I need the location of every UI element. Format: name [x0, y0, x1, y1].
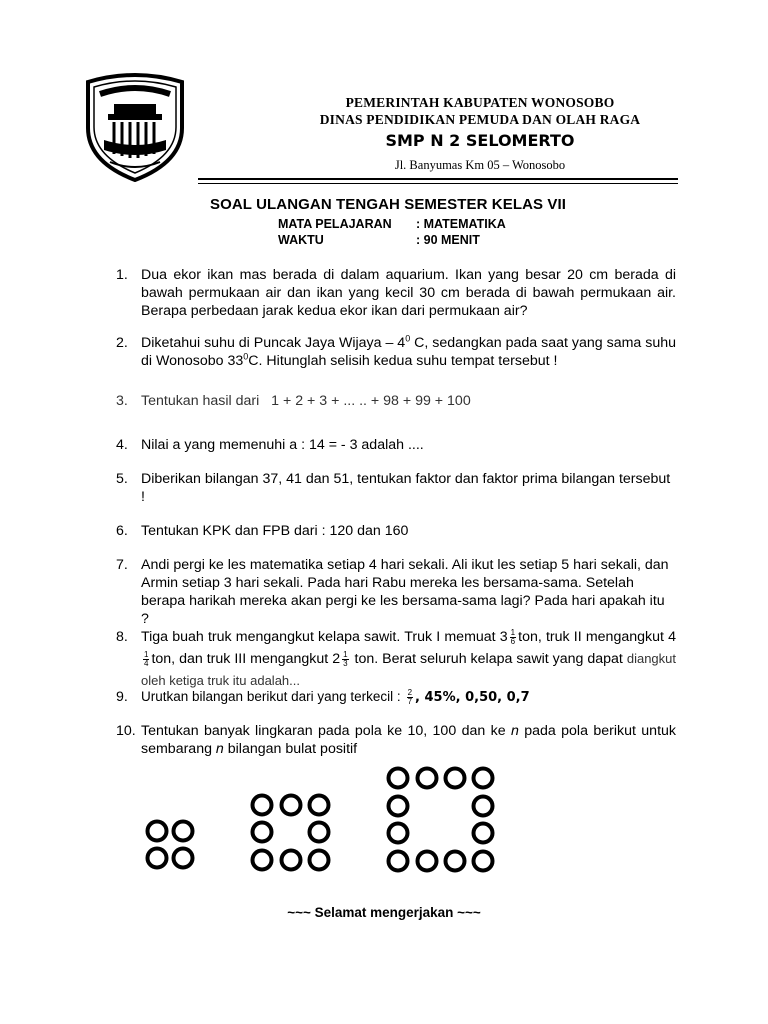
- fraction-two-sevenths: $\frac{2}{7}$: [407, 687, 413, 706]
- closing-message: ~~~ Selamat mengerjakan ~~~: [287, 905, 481, 920]
- question-number: 3.: [116, 393, 128, 409]
- subject-label: MATA PELAJARAN: [278, 217, 392, 231]
- number-list: , 45%, 0,50, 0,7: [415, 690, 530, 705]
- question-text: Urutkan bilangan berikut dari yang terkecil : $\frac{2}{7}$ , 45%, 0,50, 0,7: [141, 687, 530, 706]
- time-label: WAKTU: [278, 233, 324, 247]
- pattern-2: [253, 796, 329, 870]
- question-text: Diberikan bilangan 37, 41 dan 51, tentukan faktor dan faktor prima bilangan tersebut !: [141, 471, 671, 505]
- question-text: Diketahui suhu di Puncak Jaya Wijaya – $4^0$ C, sedangkan pada saat yang sama suhu di Wonosobo $33^0C$. Hitunglah selisih kedua suhu tempat tersebut !: [141, 333, 677, 369]
- series-expression: 1 + 2 + 3 + ... .. + 98 + 99 + 100: [271, 393, 471, 409]
- pattern-1: [148, 822, 193, 868]
- question-text: Tentukan KPK dan FPB dari : 120 dan 160: [141, 523, 409, 539]
- exam-title: SOAL ULANGAN TENGAH SEMESTER KELAS VII: [210, 196, 567, 213]
- question-number: 8.: [116, 629, 128, 645]
- question-text: Dua ekor ikan mas berada di dalam aquarium. Ikan yang besar 20 cm berada di bawah permukaan air dan ikan yang kecil 30 cm berada di bawah permukaan air. Berapa perbedaan jarak kedua ekor ikan dari permukaan air?: [141, 267, 676, 319]
- question-number: 1.: [116, 267, 128, 283]
- question-number: 5.: [116, 471, 128, 487]
- question-text: Tiga buah truk mengangkut kelapa sawit. Truk I memuat 3 $\frac{1}{6}$ ton, truk II mengangkut 4 $\frac{1}{4}$ ton, dan truk III mengangkut 2 $\frac{1}{3}$ ton. Berat seluruh kelapa sawit yang dapat diangkut oleh ketiga truk itu adalah...: [141, 627, 676, 688]
- fraction-one-third: $\frac{1}{3}$: [343, 649, 348, 668]
- question-text: Tentukan hasil dari 1 + 2 + 3 + ... .. + 98 + 99 + 100: [141, 393, 471, 409]
- question-number: 7.: [116, 557, 128, 573]
- subject-value: : MATEMATIKA: [416, 217, 506, 231]
- question-number: 4.: [116, 437, 128, 453]
- government-name: PEMERINTAH KABUPATEN WONOSOBO: [345, 95, 615, 110]
- time-value: : 90 MENIT: [416, 233, 480, 247]
- fraction-one-sixth: $\frac{1}{6}$: [510, 627, 516, 646]
- question-text: Andi pergi ke les matematika setiap 4 hari sekali. Ali ikut les setiap 5 hari sekali, dan Armin setiap 3 hari sekali. Pada hari Rabu mereka les bersama-sama. Setelah berapa harikah mereka akan pergi ke les bersama-sama lagi? Pada hari apakah itu ?: [141, 557, 669, 627]
- question-number: 2.: [116, 335, 128, 351]
- pattern-3: [389, 769, 493, 871]
- question-number: 9.: [116, 689, 128, 705]
- school-name: SMP N 2 SELOMERTO: [385, 131, 575, 150]
- fraction-one-quarter: $\frac{1}{4}$: [144, 649, 149, 668]
- department-name: DINAS PENDIDIKAN PEMUDA DAN OLAH RAGA: [319, 112, 641, 127]
- question-text: Tentukan banyak lingkaran pada pola ke 10, 100 dan ke n pada pola berikut untuk sembarang n bilangan bulat positif: [141, 723, 676, 757]
- question-text: Nilai a yang memenuhi a : 14 = - 3 adalah ....: [141, 437, 424, 453]
- school-address: Jl. Banyumas Km 05 – Wonosobo: [394, 158, 566, 172]
- question-number: 6.: [116, 523, 128, 539]
- question-number: 10.: [116, 723, 136, 739]
